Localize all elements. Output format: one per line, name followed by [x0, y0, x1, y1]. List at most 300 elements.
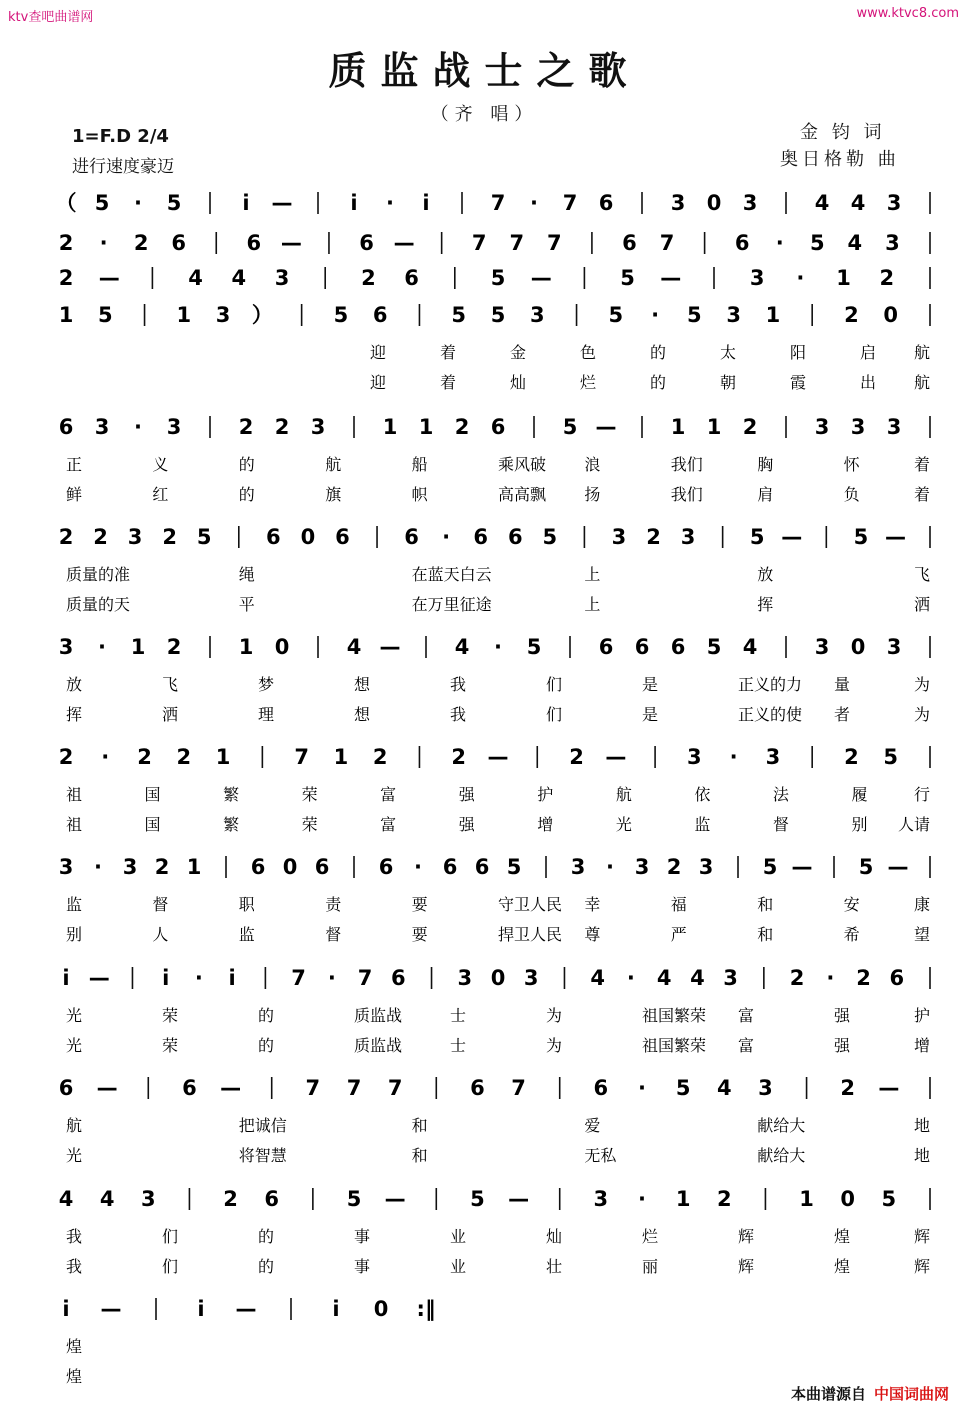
- lyric-word: 们: [162, 1257, 179, 1276]
- score-note: 6: [58, 1076, 74, 1100]
- lyric-word: 把诚信: [238, 1116, 287, 1135]
- score-note: 2: [162, 525, 177, 549]
- score-note: 3: [886, 191, 902, 215]
- lyric-word: 怀: [843, 455, 860, 474]
- score-note: 7: [346, 1076, 362, 1100]
- score-note: 2: [361, 266, 376, 290]
- score-note: —: [100, 1297, 122, 1321]
- score-note: 3: [122, 855, 138, 879]
- score-note: 5: [883, 745, 899, 769]
- lyric-word: 着: [913, 485, 930, 504]
- score-note: 6: [442, 855, 458, 879]
- song-subtitle: （齐 唱）: [430, 104, 539, 125]
- score-note: 2: [166, 635, 182, 659]
- lyric-word: 督: [772, 815, 789, 834]
- lyric-word: 将智慧: [238, 1146, 287, 1165]
- score-note: ·: [626, 966, 635, 990]
- lyric-word: 的: [258, 1036, 275, 1055]
- score-note: 1: [836, 266, 851, 290]
- score-note: 2: [840, 1076, 856, 1100]
- lyric-word: 我: [450, 675, 467, 694]
- score-note: 1: [186, 855, 202, 879]
- lyric-word: 增: [537, 815, 554, 834]
- score-note: 5: [809, 231, 825, 255]
- score-note: 2: [742, 415, 758, 439]
- lyric-word: 太: [720, 343, 737, 362]
- lyric-word: 光: [66, 1146, 83, 1165]
- lyric-word: 煌: [66, 1367, 83, 1386]
- score-note: 5: [608, 303, 624, 327]
- lyric-word: 飞: [162, 675, 179, 694]
- lyric-word: 飞: [913, 565, 930, 584]
- score-note: 7: [511, 1076, 526, 1100]
- score-note: 1: [215, 745, 231, 769]
- score-note: ·: [606, 855, 614, 879]
- lyric-word: 的: [258, 1006, 275, 1025]
- score-note: 5: [881, 1187, 897, 1211]
- lyric-word: 辉: [913, 1227, 930, 1246]
- footer-site-name: 中国词曲网: [873, 1385, 949, 1403]
- lyric-word: 我: [66, 1227, 83, 1246]
- score-note: 1: [670, 415, 686, 439]
- lyric-word: 着: [913, 455, 930, 474]
- score-note: 2: [133, 231, 149, 255]
- score-note: 6: [390, 966, 406, 990]
- lyric-word: 在蓝天白云: [411, 565, 492, 584]
- lyric-word: 光: [615, 815, 632, 834]
- score-note: 5: [470, 1187, 485, 1211]
- lyric-word: 履: [851, 785, 868, 804]
- lyric-word: 壮: [546, 1257, 563, 1276]
- score-note: 7: [509, 231, 525, 255]
- lyric-word: 的: [238, 485, 255, 504]
- score-note: 6: [58, 415, 74, 439]
- score-note: 7: [291, 966, 306, 990]
- score-note: 2: [646, 525, 661, 549]
- lyric-word: 正义的力: [738, 675, 803, 694]
- score-note: 0: [883, 303, 899, 327]
- lyric-word: 无私: [584, 1146, 617, 1165]
- score-note: 2: [844, 745, 859, 769]
- score-note: 0: [373, 1297, 389, 1321]
- lyric-word: 质量的准: [66, 565, 131, 584]
- score-note: ·: [134, 191, 142, 215]
- lyric-word: 绳: [238, 565, 255, 584]
- score-note: —: [271, 191, 293, 215]
- score-note: 2: [451, 745, 467, 769]
- score-note: 2: [789, 966, 805, 990]
- score-note: 2: [93, 525, 108, 549]
- lyric-word: 要: [411, 925, 428, 944]
- score-note: 6: [404, 525, 419, 549]
- lyric-word: 和: [757, 925, 774, 944]
- lyric-word: 荣: [301, 785, 318, 804]
- lyric-word: 强: [458, 785, 475, 804]
- lyric-word: 安: [843, 895, 860, 914]
- score-note: 5: [94, 191, 110, 215]
- score-note: —: [88, 966, 110, 990]
- lyric-word: 祖国繁荣: [642, 1036, 707, 1055]
- score-note: 6: [593, 1076, 609, 1100]
- lyric-word: 督: [152, 895, 169, 914]
- score-note: —: [379, 635, 401, 659]
- score-note: 5: [196, 525, 212, 549]
- lyric-word: 迎: [370, 373, 387, 392]
- lyric-word: 富: [738, 1006, 755, 1025]
- score-note: 6: [250, 855, 266, 879]
- lyric-word: 富: [380, 815, 397, 834]
- lyric-word: 鲜: [66, 485, 83, 504]
- lyric-word: 放: [757, 565, 774, 584]
- score-note: ·: [775, 231, 784, 255]
- score-note: 2: [879, 266, 895, 290]
- tempo-marking: 进行速度豪迈: [72, 157, 174, 177]
- score-note: 3: [680, 525, 696, 549]
- lyric-word: 光: [66, 1036, 83, 1055]
- score-note: i: [332, 1297, 340, 1321]
- lyric-word: 督: [325, 925, 342, 944]
- score-note: 1: [799, 1187, 814, 1211]
- lyric-word: 和: [411, 1116, 428, 1135]
- score-note: 0: [850, 635, 866, 659]
- lyric-word: 和: [757, 895, 774, 914]
- lyric-word: 监: [694, 815, 711, 834]
- score-note: 6: [474, 855, 490, 879]
- score-note: 5: [853, 525, 869, 549]
- lyric-word: 的: [650, 343, 667, 362]
- lyricist-credit: 金 钧 词: [800, 122, 886, 143]
- lyric-word: 献给大: [757, 1116, 806, 1135]
- lyric-word: 护: [537, 785, 554, 804]
- lyric-word: 繁: [223, 815, 240, 834]
- score-note: 7: [547, 231, 562, 255]
- lyric-word: 扬: [584, 485, 601, 504]
- score-note: 4: [590, 966, 606, 990]
- watermark-left: ktv查吧曲谱网: [8, 10, 94, 25]
- score-note: —: [884, 525, 906, 549]
- score-note: —: [530, 266, 552, 290]
- footer-source: [791, 1383, 949, 1404]
- score-note: 6: [404, 266, 419, 290]
- lyric-word: 旗: [325, 485, 342, 504]
- lyric-word: 光: [66, 1006, 83, 1025]
- lyric-word: 国: [144, 815, 161, 834]
- score-note: —: [605, 745, 627, 769]
- score-note: 6: [335, 525, 350, 549]
- score-note: 3: [886, 415, 902, 439]
- score-note: 1: [333, 745, 349, 769]
- lyric-word: 辉: [738, 1257, 755, 1276]
- lyric-word: 和: [411, 1146, 428, 1165]
- score-note: ·: [386, 191, 394, 215]
- lyric-word: 质监战: [354, 1006, 403, 1025]
- score-note: 3: [166, 415, 182, 439]
- lyric-word: 航: [66, 1116, 83, 1135]
- score-note: 5: [858, 855, 874, 879]
- score-note: ·: [729, 745, 738, 769]
- score-note: 5: [97, 303, 113, 327]
- score-note: 3: [523, 966, 539, 990]
- lyric-word: 们: [546, 675, 563, 694]
- lyric-word: 的: [258, 1227, 275, 1246]
- lyric-word: 辉: [738, 1227, 755, 1246]
- score-note: 5: [451, 303, 467, 327]
- lyric-word: 国: [144, 785, 161, 804]
- score-note: 2: [372, 745, 388, 769]
- lyric-word: 量: [834, 675, 851, 694]
- lyric-word: 辉: [913, 1257, 930, 1276]
- lyric-word: 法: [772, 785, 789, 804]
- footer-source-label: 本曲谱源自: [790, 1385, 866, 1403]
- lyric-word: 平: [238, 595, 255, 614]
- song-title: 质监战士之歌: [328, 48, 641, 93]
- lyric-word: 荣: [301, 815, 318, 834]
- lyric-word: 是: [642, 675, 659, 694]
- score-note: 5: [542, 525, 558, 549]
- score-note: —: [878, 1076, 900, 1100]
- composer-credit: 奥日格勒 曲: [780, 149, 900, 170]
- lyric-word: 烂: [642, 1227, 659, 1246]
- score-note: 3: [749, 266, 765, 290]
- score-note: i: [162, 966, 170, 990]
- score-note: 1: [675, 1187, 691, 1211]
- score-note: 3: [457, 966, 473, 990]
- lyric-word: 我们: [670, 485, 703, 504]
- score-note: i: [228, 966, 236, 990]
- score-note: 4: [99, 1187, 115, 1211]
- score-note: —: [98, 266, 120, 290]
- score-note: 6: [507, 525, 523, 549]
- score-note: 3: [529, 303, 545, 327]
- score-note: ·: [101, 745, 110, 769]
- score-note: 3: [670, 191, 686, 215]
- lyric-word: 上: [584, 595, 601, 614]
- lyric-word: 事: [354, 1257, 371, 1276]
- score-note: 2: [238, 415, 254, 439]
- lyric-word: 繁: [223, 785, 240, 804]
- lyric-word: 朝: [720, 373, 737, 392]
- lyric-word: 航: [615, 785, 632, 804]
- lyric-word: 业: [450, 1227, 467, 1246]
- lyric-word: 着: [440, 373, 457, 392]
- score-note: 3: [886, 635, 902, 659]
- score-note: 6: [246, 231, 262, 255]
- lyric-word: 守卫人民: [498, 895, 563, 914]
- lyric-word: 福: [670, 895, 687, 914]
- score-note: 7: [562, 191, 578, 215]
- score-note: 5: [687, 303, 702, 327]
- score-note: 3: [58, 635, 74, 659]
- lyric-word: 红: [152, 485, 169, 504]
- score-note: 3: [274, 266, 290, 290]
- score-note: 3: [687, 745, 702, 769]
- lyric-word: 乘风破: [498, 455, 547, 474]
- score-note: 4: [716, 1076, 732, 1100]
- score-note: —: [660, 266, 682, 290]
- score-note: —: [280, 231, 302, 255]
- score-note: ·: [414, 855, 422, 879]
- lyric-word: 为: [913, 705, 930, 724]
- score-note: 7: [305, 1076, 321, 1100]
- score-note: 4: [690, 966, 705, 990]
- score-note: 1: [382, 415, 398, 439]
- score-note: 3: [634, 855, 650, 879]
- lyric-word: 帜: [411, 485, 428, 504]
- lyric-word: 士: [450, 1036, 467, 1055]
- lyric-word: 祖国繁荣: [642, 1006, 707, 1025]
- score-note: 6: [314, 855, 330, 879]
- lyric-word: 我们: [670, 455, 703, 474]
- lyric-word: 荣: [162, 1006, 179, 1025]
- score-note: 0: [282, 855, 298, 879]
- lyric-word: 强: [834, 1036, 851, 1055]
- score-note: 3: [850, 415, 866, 439]
- score-note: 6: [264, 1187, 280, 1211]
- score-note: 3: [765, 745, 781, 769]
- lyric-word: 放: [66, 675, 83, 694]
- score-note: ）: [251, 303, 273, 327]
- score-note: 5: [706, 635, 722, 659]
- score-note: —: [781, 525, 803, 549]
- lyric-word: 的: [258, 1257, 275, 1276]
- score-note: 5: [346, 1187, 362, 1211]
- score-note: 1: [418, 415, 434, 439]
- score-note: 4: [742, 635, 758, 659]
- lyric-word: 煌: [66, 1337, 83, 1356]
- score-note: ·: [638, 1187, 646, 1211]
- score-note: 5: [333, 303, 349, 327]
- score-note: 4: [656, 966, 672, 990]
- lyric-word: 职: [238, 895, 255, 914]
- score-note: ·: [651, 303, 660, 327]
- score-note: 3: [723, 966, 738, 990]
- score-note: 5: [490, 303, 506, 327]
- score-note: 2: [58, 525, 74, 549]
- lyric-word: 挥: [66, 705, 83, 724]
- lyric-word: 梦: [258, 675, 275, 694]
- lyric-word: 丽: [642, 1257, 659, 1276]
- lyric-word: 航: [913, 373, 930, 392]
- score-note: —: [96, 1076, 118, 1100]
- score-note: 3: [726, 303, 741, 327]
- score-note: 6: [171, 231, 187, 255]
- score-note: 0: [706, 191, 722, 215]
- score-note: ·: [796, 266, 805, 290]
- lyric-word: 我: [66, 1257, 83, 1276]
- score-note: 6: [359, 231, 374, 255]
- score-note: 5: [490, 266, 506, 290]
- lyric-word: 业: [450, 1257, 467, 1276]
- score-note: :‖: [416, 1297, 436, 1321]
- lyric-word: 要: [411, 895, 428, 914]
- lyric-word: 希: [843, 925, 860, 944]
- score-note: 0: [300, 525, 316, 549]
- lyric-word: 强: [458, 815, 475, 834]
- lyric-word: 烂: [580, 373, 597, 392]
- lyric-word: 是: [642, 705, 659, 724]
- score-note: 3: [593, 1187, 609, 1211]
- score-note: 5: [749, 525, 765, 549]
- lyric-word: 航: [325, 455, 342, 474]
- lyric-word: 们: [162, 1227, 179, 1246]
- lyric-word: 霞: [790, 373, 807, 392]
- score-note: 2: [274, 415, 290, 439]
- lyric-word: 地: [913, 1116, 930, 1135]
- lyric-word: 富: [380, 785, 397, 804]
- score-note: 6: [598, 191, 614, 215]
- score-note: 3: [814, 635, 830, 659]
- score-note: 7: [387, 1076, 403, 1100]
- lyric-word: 金: [510, 343, 527, 362]
- key-time-signature: 1=F.D 2/4: [72, 126, 169, 147]
- score-note: 2: [666, 855, 682, 879]
- score-note: 1: [238, 635, 254, 659]
- score-note: —: [791, 855, 813, 879]
- lyric-word: 义: [152, 455, 169, 474]
- lyric-word: 别: [851, 815, 868, 834]
- score-note: —: [508, 1187, 530, 1211]
- score-note: 4: [814, 191, 830, 215]
- lyric-word: 想: [354, 705, 371, 724]
- score-note: —: [887, 855, 909, 879]
- score-note: 3: [94, 415, 110, 439]
- lyric-word: 上: [584, 565, 601, 584]
- lyric-word: 捍卫人民: [498, 925, 563, 944]
- lyric-word: 康: [913, 895, 930, 914]
- lyric-word: 浪: [584, 455, 601, 474]
- score-note: 7: [490, 191, 506, 215]
- lyric-word: 高高飘: [498, 485, 547, 504]
- lyric-word: 责: [325, 895, 342, 914]
- lyric-word: 地: [913, 1146, 930, 1165]
- lyric-word: 阳: [790, 343, 807, 362]
- lyric-word: 严: [670, 925, 687, 944]
- score-note: 0: [274, 635, 290, 659]
- score-note: 6: [734, 231, 750, 255]
- score-note: 2: [176, 745, 192, 769]
- lyric-word: 幸: [584, 895, 601, 914]
- lyric-word: 人请: [897, 815, 930, 834]
- lyric-word: 正义的使: [738, 705, 803, 724]
- score-note: 3: [570, 855, 586, 879]
- score-note: 2: [569, 745, 584, 769]
- lyric-word: 为: [546, 1036, 563, 1055]
- score-note: 6: [470, 1076, 485, 1100]
- score-note: 4: [188, 266, 203, 290]
- score-note: 2: [137, 745, 152, 769]
- score-note: 6: [490, 415, 506, 439]
- score-note: —: [384, 1187, 406, 1211]
- lyric-word: 启: [860, 343, 877, 362]
- score-note: 6: [634, 635, 650, 659]
- lyric-word: 祖: [66, 785, 83, 804]
- score-note: i: [62, 1297, 70, 1321]
- score-note: 3: [140, 1187, 156, 1211]
- lyric-word: 献给大: [757, 1146, 806, 1165]
- lyric-word: 们: [546, 705, 563, 724]
- lyric-word: 强: [834, 1006, 851, 1025]
- score-note: 6: [266, 525, 281, 549]
- score-note: —: [393, 231, 415, 255]
- lyric-word: 煌: [834, 1227, 851, 1246]
- score-note: 6: [598, 635, 614, 659]
- score-note: 5: [506, 855, 522, 879]
- score-note: 2: [716, 1187, 732, 1211]
- score-note: 4: [346, 635, 362, 659]
- lyric-word: 质监战: [354, 1036, 403, 1055]
- lyric-word: 灿: [546, 1227, 563, 1246]
- lyric-word: 望: [913, 925, 930, 944]
